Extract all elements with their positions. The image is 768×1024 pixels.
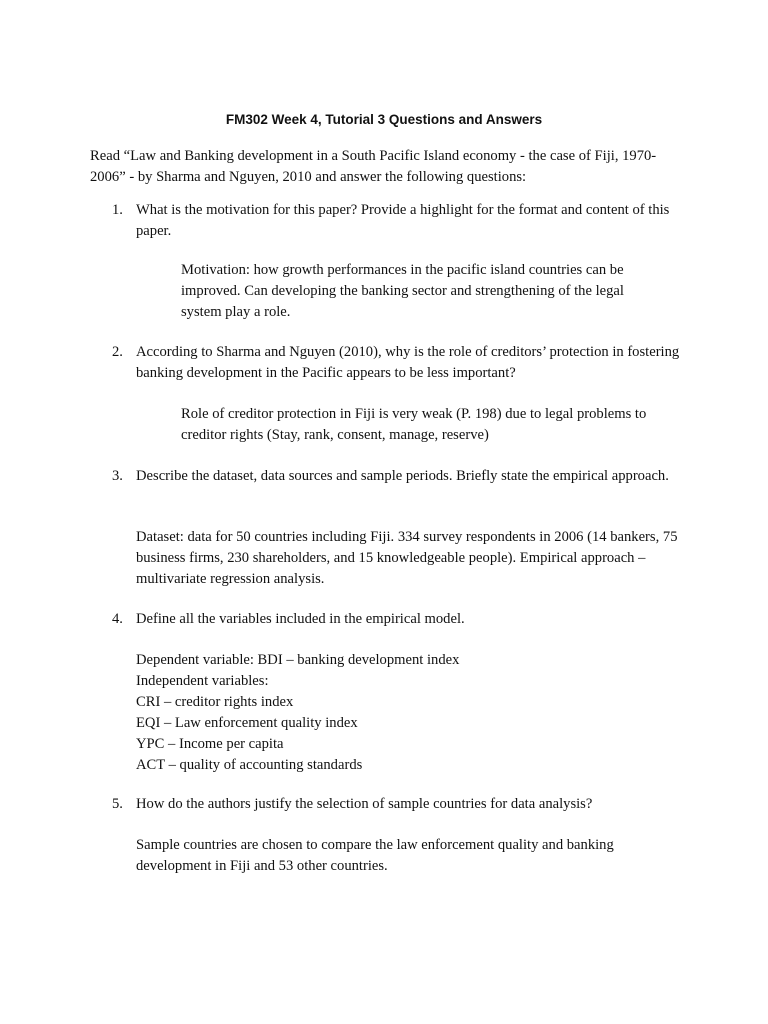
answer-4-line: ACT – quality of accounting standards: [136, 757, 363, 773]
answer-4: [136, 650, 681, 776]
question-3-number: 3.: [112, 468, 123, 484]
question-5-number: 5.: [112, 796, 123, 812]
question-4-number: 4.: [112, 611, 123, 627]
answer-4-line: CRI – creditor rights index: [136, 694, 294, 710]
question-2-text: According to Sharma and Nguyen (2010), why is the role of creditors’ protection in fostering banking development in the Pacific appears to be less important?: [136, 344, 680, 381]
document-title: FM302 Week 4, Tutorial 3 Questions and Answers: [225, 112, 543, 127]
question-4: [112, 609, 682, 630]
answer-1: Motivation: how growth performances in the pacific island countries can be improved. Can developing the banking sector and strengthening of the legal system play a role.: [181, 262, 624, 320]
answer-3: Dataset: data for 50 countries including Fiji. 334 survey respondents in 2006 (14 bankers, 75 business firms, 230 shareholders, and 15 knowledgeable people). Empirical approach – multivariate regression analysis.: [136, 529, 678, 587]
answer-5: Sample countries are chosen to compare the law enforcement quality and banking development in Fiji and 53 other countries.: [136, 837, 614, 874]
question-1-number: 1.: [112, 202, 123, 218]
question-4-text: Define all the variables included in the empirical model.: [136, 611, 465, 627]
question-5-text: How do the authors justify the selection of sample countries for data analysis?: [136, 796, 593, 812]
answer-4-line: YPC – Income per capita: [136, 736, 284, 752]
answer-4-line: Dependent variable: BDI – banking development index: [136, 652, 460, 668]
question-3-text: Describe the dataset, data sources and sample periods. Briefly state the empirical approach.: [136, 468, 669, 484]
answer-2: Role of creditor protection in Fiji is very weak (P. 198) due to legal problems to creditor rights (Stay, rank, consent, manage, reserve): [181, 406, 647, 443]
question-2: [112, 342, 682, 384]
intro-paragraph: Read “Law and Banking development in a South Pacific Island economy - the case of Fiji, 1970-2006” - by Sharma and Nguyen, 2010 and answer the following questions:: [90, 148, 657, 185]
question-1: [112, 200, 682, 242]
answer-4-line: EQI – Law enforcement quality index: [136, 715, 358, 731]
question-3: [112, 466, 682, 487]
answer-4-line: Independent variables:: [136, 673, 269, 689]
question-5: [112, 794, 682, 815]
question-1-text: What is the motivation for this paper? Provide a highlight for the format and content of this paper.: [136, 202, 670, 239]
question-2-number: 2.: [112, 344, 123, 360]
